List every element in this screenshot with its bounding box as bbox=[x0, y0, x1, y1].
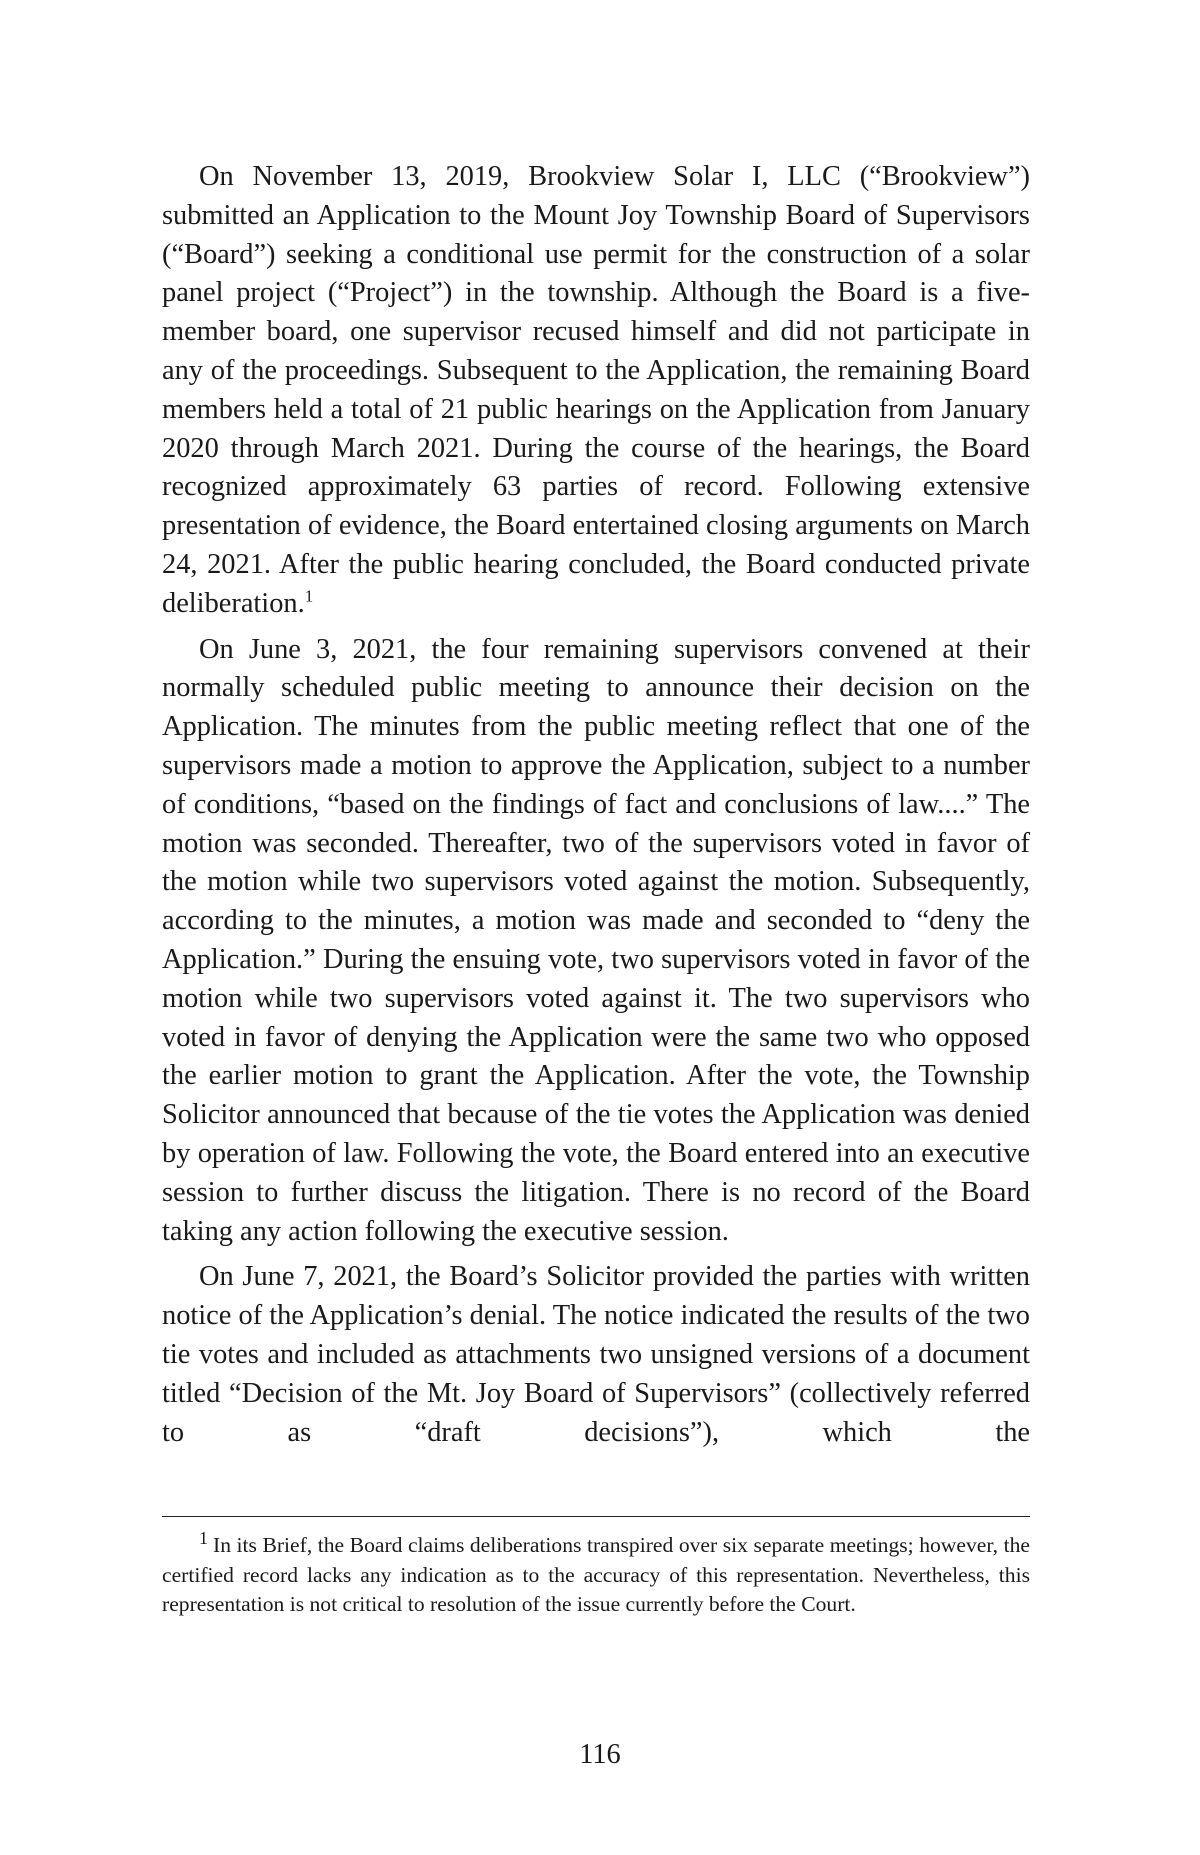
paragraph-2 bbox=[162, 631, 1030, 1252]
footnote-reference: 1 bbox=[304, 586, 314, 606]
footnotes-section bbox=[162, 1516, 1030, 1620]
paragraph-2-text: On June 3, 2021, the four remaining supervisors convened at their normally scheduled public meeting to announce their decision on the Application. The minutes from the public meeting reflect that one of the supervisors made a motion to approve the Application, subject to a number of conditions, “based on the findings of fact and conclusions of law....” The motion was seconded. Thereafter, two of the supervisors voted in favor of the motion while two supervisors voted against the motion. Subsequently, according to the minutes, a motion was made and seconded to “deny the Application.” During the ensuing vote, two supervisors voted in favor of the motion while two supervisors voted against it. The two supervisors who voted in favor of denying the Application were the same two who opposed the earlier motion to grant the Application. After the vote, the Township Solicitor announced that because of the tie votes the Application was denied by operation of law. Following the vote, the Board entered into an executive session to further discuss the litigation. There is no record of the Board taking any action following the executive session. bbox=[162, 633, 1030, 1247]
footnote-text: In its Brief, the Board claims deliberations transpired over six separate meetings; however, the certified record lacks any indication as to the accuracy of this representation. Nevertheless, this representation is not critical to resolution of the issue currently before the Court. bbox=[162, 1533, 1030, 1616]
footnote-1 bbox=[162, 1527, 1030, 1620]
footnote-marker: 1 bbox=[199, 1527, 208, 1548]
page-number: 116 bbox=[579, 1739, 621, 1770]
paragraph-3 bbox=[162, 1258, 1030, 1452]
footnote-divider bbox=[162, 1516, 1030, 1517]
paragraph-1-text: On November 13, 2019, Brookview Solar I, LLC (“Brookview”) submitted an Application to the Mount Joy Township Board of Supervisors (“Board”) seeking a conditional use permit for the construction of a solar panel project (“Project”) in the township. Although the Board is a five-member board, one supervisor recused himself and did not participate in any of the proceedings. Subsequent to the Application, the remaining Board members held a total of 21 public hearings on the Application from January 2020 through March 2021. During the course of the hearings, the Board recognized approximately 63 parties of record. Following extensive presentation of evidence, the Board entertained closing arguments on March 24, 2021. After the public hearing concluded, the Board conducted private deliberation. bbox=[162, 161, 1030, 619]
paragraph-3-text: On June 7, 2021, the Board’s Solicitor provided the parties with written notice of the Application’s denial. The notice indicated the results of the two tie votes and included as attachments two unsigned versions of a document titled “Decision of the Mt. Joy Board of Supervisors” (collectively referred to as “draft decisions”), which the bbox=[162, 1261, 1030, 1448]
document-body bbox=[162, 158, 1030, 1459]
paragraph-1 bbox=[162, 158, 1030, 624]
